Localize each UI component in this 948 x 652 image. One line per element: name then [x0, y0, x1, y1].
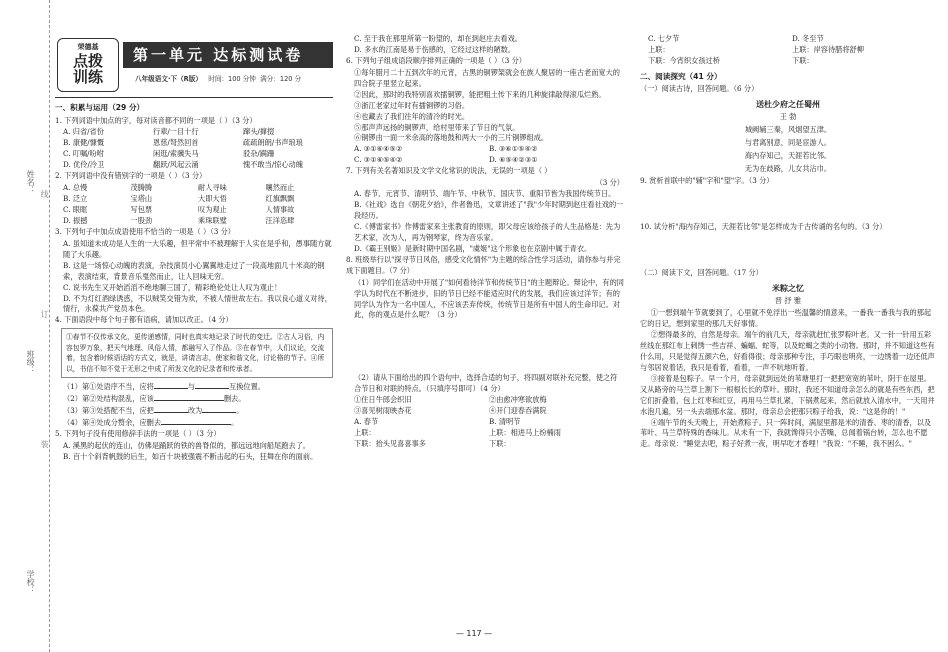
answer-space[interactable]	[640, 188, 936, 222]
poem-author: 王 勃	[779, 112, 797, 122]
option-row: ①住日牛郎会织旧 ②由愈冲寒欲放梅	[354, 395, 547, 405]
exam-meta: 八年级语文·下（R版） 时间：100 分钟 满分：120 分	[135, 75, 302, 83]
page-number: — 117 —	[455, 628, 493, 638]
option-b: B.《社戏》选自《朝花夕拾》，作者鲁迅，文章讲述了"我"少年时期到赵庄看社戏的一段经历。	[354, 200, 624, 220]
school-label: 学校：	[26, 570, 36, 594]
binding-margin	[0, 0, 50, 652]
option-b: B. 这是一场惊心动魄的表演，杂技演员小心翼翼地走过了一段高地面几十米高的钢索，表演结束，背景音乐戛然而止，让人回味无穷。	[63, 260, 325, 281]
option-a: A. 虽知道未成功是人生的一大乐趣，但平常中不被理解于人实在是乎和，愚事随方就随了大乐趣。	[63, 238, 332, 259]
passage-box: ①春节不仅传承文化，更传递感情，同时也真实地记录了时代的变迁。②古人习俗，内容包罗万象，把天气地理、风俗人情，都融写入了作品。③在春节中，人们议论，交流着，包含着时候语话的方式文，就是，讲请言志，使家和谐文化，讨论格的节子。④所以，书信不知不觉于无形之中成了所发文化的记录者和传承者。	[61, 328, 333, 378]
essay-paragraph: ④端午节的头天晚上，开始煮粽子。只一阵时间，满屋里都是米的清香、枣的清香，以及苇叶、马兰草特殊的香味儿。从未有一下，我就馋得只小苦嘴，总闻着锅台转，怎么也不愿走。母亲说："睡觉去吧，粽子好煮一夜，明早吃才香哩！"我说："不睡，我不困么。"	[640, 417, 932, 449]
answer-space[interactable]	[346, 321, 624, 373]
question-5: 5. 下列句子没有使用修辞手法的一项是（ ）（3 分）	[55, 429, 221, 439]
fill-line: （4）第④处成分赘余，应删去 。	[63, 418, 239, 428]
list-item: ④也藏去了我们往年的清冷的时光。	[354, 111, 470, 121]
question-2: 2. 下列词语中没有错别字的一项是（ ）（3 分）	[55, 171, 207, 181]
question-10: 10. 试分析"海内存知己，天涯若比邻"是怎样成为千古传诵的名句的。（3 分）	[640, 222, 887, 232]
question-9: 9. 赏析首联中的"辅"字和"望"字。（3 分）	[640, 176, 774, 186]
question-4: 4. 下面语段中每个句子都有语病，请加以改正。（4 分）	[55, 315, 233, 325]
option-c: C. 至于我在那里所第一盼望的，却在到赵庄去看戏。	[354, 34, 522, 43]
class-label: 班级：	[26, 350, 36, 374]
question-1: 1. 下列词语中加点的字，每对读音都不同的一项是（ ）（3 分）	[55, 115, 257, 125]
column-1	[55, 0, 333, 652]
option-row: A. ③①⑥④⑤② B. ③⑥①⑤④②	[354, 144, 538, 154]
column-3	[640, 34, 936, 652]
question-7: 7. 下列有关名著知识及文学文化常识的说法，无误的一项是（ ）	[346, 166, 552, 176]
answer-space[interactable]	[640, 234, 936, 268]
exam-title: 第一单元 达标测试卷	[123, 42, 333, 68]
couplet-row: 上联： 上联：相进马上纷楠雨	[354, 428, 561, 438]
list-item: ⑤那声声远扬的铜锣声，给村里带来了节日的气氛。	[354, 122, 520, 132]
fill-line: （3）第③处搭配不当，应把 改为 。	[63, 406, 244, 416]
option-c: C. 说书先生又开始滔滔不绝地聊三国了，精彩绝伦处让人叹为观止！	[63, 282, 282, 292]
option-row: D. 优伶/冷卫 翻跃/风起云涌 愧不敢当/惊心动魄	[63, 160, 303, 170]
couplet-row: 下联：抬头见喜喜事多 下联：	[354, 439, 511, 448]
fill-line: （1）第①处语序不当，应将 与 互换位置。	[63, 382, 265, 392]
question-3: 3. 下列句子中加点成语使用不恰当的一项是（ ）（3 分）	[55, 226, 235, 236]
section-heading: 二、阅读探究（41 分）	[640, 71, 722, 81]
list-item: ③浙江老家过年时有擂铜锣的习俗。	[354, 100, 470, 110]
name-label: 姓名：	[26, 170, 36, 194]
list-item: ⑥铜锣由一面一米余高的落地鼓和两大一小的三片铜锣组成。	[354, 133, 549, 143]
couplet-row: 上联： 上联：岸容待腊将舒柳	[648, 44, 864, 54]
cut-mark-xian: 线	[40, 190, 50, 198]
essay-title: 米粽之忆	[772, 284, 804, 294]
score-note: （3 分）	[595, 178, 624, 188]
cut-mark-ding: 订	[40, 310, 50, 318]
section-heading: 一、积累与运用（29 分）	[55, 103, 145, 112]
poem-line: 城阙辅三秦，风烟望五津。	[744, 125, 832, 135]
essay-paragraph: ①一想到端午节就要到了，心里就不免浮出一些温馨的情意来，一番我一番我与我的那起它的日记，想到家里的那几天好事情。	[640, 308, 932, 329]
question-6: 6. 下列句子组成语段顺序排列正确的一项是（ ）（3 分）	[346, 55, 526, 65]
essay-author: 晋 抒 雅	[774, 296, 802, 306]
option-d: D. 多水的江南是易于伤感的，它经过这样的陋数。	[354, 44, 516, 54]
brand-logo: 荣德基 点拨 训练	[57, 38, 119, 92]
poem-line: 与君离别意，同是宦游人。	[744, 138, 832, 148]
column-2	[346, 34, 624, 652]
poem-title: 送杜少府之任蜀州	[756, 100, 820, 110]
question-8: 8. 班级举行以"探寻节日风俗，感受文化情怀"为主题的综合性学习活动，请你参与并完成下面题目。（7 分）	[346, 254, 621, 275]
list-item: ②因此，那时的我特别喜欢擂铜锣，能把粗土传下来的几种旋律敲得滚瓜烂熟。	[354, 89, 606, 99]
reading-1-heading: （一）阅读古诗，回答问题。（6 分）	[640, 84, 759, 94]
option-a: A. 春节、元宵节、清明节、端午节、中秋节、国庆节、重阳节皆为我国传统节日。	[354, 189, 616, 199]
option-a: A. 溪黑的起伏的连山，仿佛是踊跃的铁的兽脊似的，都远远地向船尾跑去了。	[63, 441, 310, 451]
question-8-2: （2）请从下面给出的四个语句中，选择合适的句子，将四副对联补充完整，使之符合节日和对联的特点。（只填序号即可）（4 分）	[354, 373, 618, 394]
couplet-row: 下联：今宵织女孩过桥 下联：	[648, 55, 814, 65]
question-8-1: （1）同学们在活动中开展了"如何看待洋节和传统节日"的主题辩论。辩论中，有的同学认为时代在不断进步，旧的节日已经不能适应时代的发展，我们应该过洋节；有的同学认为作为一名中国人，不应该丢弃传统，传统节日是所有中国人的生命印记。对此，你的观点是什么呢？（3 分）	[354, 277, 624, 320]
option-row: C. 叮嘱/吩咐 闲逛/索骥失马 驳杂/蹒跚	[63, 149, 275, 159]
option-c: C.《傅雷家书》作傅雷家来主张教育的原则，即父母应该给孩子的人生品格是：先为艺术家，次为人，再为钢琴家，终为音乐家。	[354, 221, 621, 242]
option-row: A. 归省/省份 行辈/一目十行 蹿头/撺掇	[63, 127, 275, 137]
option-d: D.《霸王别姬》是新时期中国名剧，"虞姬"这个形象也在京剧中属于青衣。	[354, 243, 592, 253]
option-row: D. 振撼 一股劲 乘珠联璧 汪洋恣肆	[63, 215, 295, 225]
couplet-row: C. 七夕节 D. 冬至节	[648, 34, 824, 43]
exam-header	[55, 36, 333, 98]
option-row: ③喜见树雨映杏花 ④开门迎春吞满院	[354, 406, 547, 416]
option-row: B. 康健/慷慨 恩慈/弩然回首 疏疏朗朗/书声琅琅	[63, 138, 303, 148]
option-row: C. ③①⑥⑤④② D. ⑥⑤④②③①	[354, 155, 538, 165]
option-row: C. 眼眶 写包票 叹为观止 人情事故	[63, 205, 295, 215]
couplet-row: A. 春节 B. 清明节	[354, 417, 521, 427]
essay-paragraph: ②想得最多的，自然是母亲。端午的前几天，母亲就赶忙张罗粽叶老。又一针一针用五彩丝线在那红布上刺绣一些吉祥、蝙蝠、蛇等，以及蛇蝎之类的小动物。那时，并不知道这些有什么用，只是觉得五颜六色，好看得很；母亲那种专注，手巧眼也明亮，一边绣着一边还低声与邻居说着话，我只是看着，看着，一声不吭地听着。	[640, 330, 935, 372]
reading-2-heading: （二）阅读下文，回答问题。（17 分）	[640, 268, 763, 278]
essay-paragraph: ③接着是包粽子。早一个月，母亲就到远处的苇塘里打一把把宽宽的苇叶，阴干在屋里。又从路旁的马兰草上割下一根根长长的草叶。那时，我还不知道母亲怎么的就是有些东西，把它们折叠着，包上红枣和红豆，再用马兰草扎紧，下锅煮起来，然后就放入清水中，一天用井水泡几遍，另一头去端那水盆。那时，母亲总会把那只粽子给我，说："这是你的！"	[640, 373, 935, 416]
list-item: ①每年腊月二十五到次年的元宵，古黑的铜锣架就会在族人聚居的一座古老而宽大的四合院子里竖立起来。	[354, 67, 620, 88]
option-row: B. 泛立 宝塔山 大即大悟 红旗飘飘	[63, 194, 295, 204]
fill-line: （2）第②处结构混乱，应该 删去。	[63, 394, 246, 404]
poem-line: 无为在歧路，儿女共沾巾。	[744, 164, 832, 174]
poem-line: 海内存知己，天涯若比邻。	[744, 151, 832, 161]
option-row: A. 总慢 茂腾腾 耐人寻味 嚷然而止	[63, 183, 295, 193]
option-b: B. 百十个斜背帆鼓的后生，如百十块被强震不断击起的石头，狂舞在你的面前。	[63, 452, 318, 462]
option-d: D. 不为灯红酒绿诱惑，不以贼笑交错为欢，不被人情世故左右。我以良心道义对待，情行，永葆共产党员本色。	[63, 293, 332, 314]
cut-mark-zhuang: 装	[40, 440, 50, 448]
